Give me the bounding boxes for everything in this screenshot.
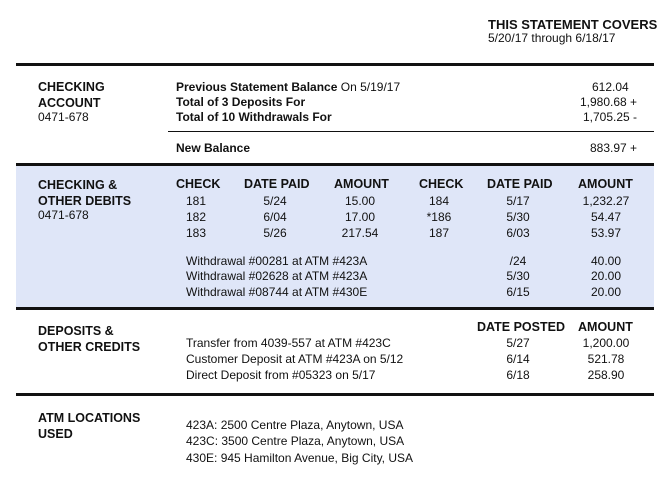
summary-label: Total of 10 Withdrawals For xyxy=(176,110,332,124)
check-number: 187 xyxy=(428,226,450,240)
withdrawal-date: 6/15 xyxy=(506,285,530,299)
withdrawal-amount: 20.00 xyxy=(590,269,622,283)
atm-location: 430E: 945 Hamilton Avenue, Big City, USA xyxy=(186,451,414,465)
check-date: 6/03 xyxy=(506,226,530,240)
new-balance-value: 883.97 + xyxy=(590,141,638,155)
check-amount: 54.47 xyxy=(590,210,622,224)
statement-period: 5/20/17 through 6/18/17 xyxy=(488,31,616,45)
balance-divider xyxy=(168,131,654,132)
atm-label-line2: USED xyxy=(38,427,73,441)
withdrawal-desc: Withdrawal #00281 at ATM #423A xyxy=(186,254,368,268)
deposits-label-line2: OTHER CREDITS xyxy=(38,340,141,354)
withdrawal-amount: 40.00 xyxy=(590,254,622,268)
debits-label xyxy=(38,177,131,209)
deposit-desc: Customer Deposit at ATM #423A on 5/12 xyxy=(186,352,404,366)
atm-location: 423A: 2500 Centre Plaza, Anytown, USA xyxy=(186,418,404,432)
check-date: 5/17 xyxy=(506,194,530,208)
account-number: 0471-678 xyxy=(38,110,89,124)
atm-locations-label xyxy=(38,410,140,442)
debits-label-line2: OTHER DEBITS xyxy=(38,194,132,208)
deposits-label-line1: DEPOSITS & xyxy=(38,324,114,338)
check-amount: 15.00 xyxy=(344,194,376,208)
check-amount: 1,232.27 xyxy=(582,194,630,208)
check-number: *186 xyxy=(426,210,452,224)
check-date: 6/04 xyxy=(263,210,287,224)
check-number: 184 xyxy=(428,194,450,208)
deposit-amount-header: AMOUNT xyxy=(578,320,633,334)
deposit-amount: 521.78 xyxy=(587,352,625,366)
check-amount: 53.97 xyxy=(590,226,622,240)
statement-covers-title: THIS STATEMENT COVERS xyxy=(488,17,658,32)
check-number: 182 xyxy=(185,210,207,224)
check-amount: 17.00 xyxy=(344,210,376,224)
withdrawal-amount: 20.00 xyxy=(590,285,622,299)
deposit-date: 6/14 xyxy=(506,352,530,366)
check-number: 181 xyxy=(185,194,207,208)
amount-header: AMOUNT xyxy=(578,177,633,191)
summary-suffix: On 5/19/17 xyxy=(340,80,401,94)
summary-value: 1,705.25 - xyxy=(583,110,638,124)
check-number: 183 xyxy=(185,226,207,240)
deposit-date: 6/18 xyxy=(506,368,530,382)
atm-location: 423C: 3500 Centre Plaza, Anytown, USA xyxy=(186,434,405,448)
deposit-desc: Direct Deposit from #05323 on 5/17 xyxy=(186,368,376,382)
summary-label: Total of 3 Deposits For xyxy=(176,95,306,109)
new-balance-label: New Balance xyxy=(176,141,251,155)
debits-label-line1: CHECKING & xyxy=(38,178,118,192)
deposit-date: 5/27 xyxy=(506,336,530,350)
deposit-desc: Transfer from 4039-557 at ATM #423C xyxy=(186,336,391,350)
check-date: 5/24 xyxy=(263,194,287,208)
section-divider xyxy=(16,393,654,396)
check-header: CHECK xyxy=(419,177,464,191)
deposits-label xyxy=(38,323,140,355)
withdrawal-date: 5/30 xyxy=(506,269,530,283)
atm-label-line1: ATM LOCATIONS xyxy=(38,411,141,425)
date-paid-header: DATE PAID xyxy=(487,177,553,191)
summary-value: 1,980.68 + xyxy=(580,95,638,109)
summary-row xyxy=(176,80,400,94)
deposit-amount: 1,200.00 xyxy=(582,336,630,350)
summary-value: 612.04 xyxy=(592,80,629,94)
check-amount: 217.54 xyxy=(341,226,379,240)
section-divider xyxy=(16,307,654,310)
check-date: 5/26 xyxy=(263,226,287,240)
section-divider xyxy=(16,63,654,66)
check-date: 5/30 xyxy=(506,210,530,224)
deposit-amount: 258.90 xyxy=(587,368,625,382)
check-header: CHECK xyxy=(176,177,221,191)
date-posted-header: DATE POSTED xyxy=(477,320,565,334)
date-paid-header: DATE PAID xyxy=(244,177,310,191)
withdrawal-date: /24 xyxy=(509,254,527,268)
withdrawal-desc: Withdrawal #02628 at ATM #423A xyxy=(186,269,368,283)
summary-label: Previous Statement Balance xyxy=(176,80,338,94)
checking-label-line1: CHECKING xyxy=(38,80,105,94)
amount-header: AMOUNT xyxy=(334,177,389,191)
debits-account-number: 0471-678 xyxy=(38,208,89,222)
checking-account-label xyxy=(38,79,105,111)
withdrawal-desc: Withdrawal #08744 at ATM #430E xyxy=(186,285,368,299)
checking-label-line2: ACCOUNT xyxy=(38,96,101,110)
